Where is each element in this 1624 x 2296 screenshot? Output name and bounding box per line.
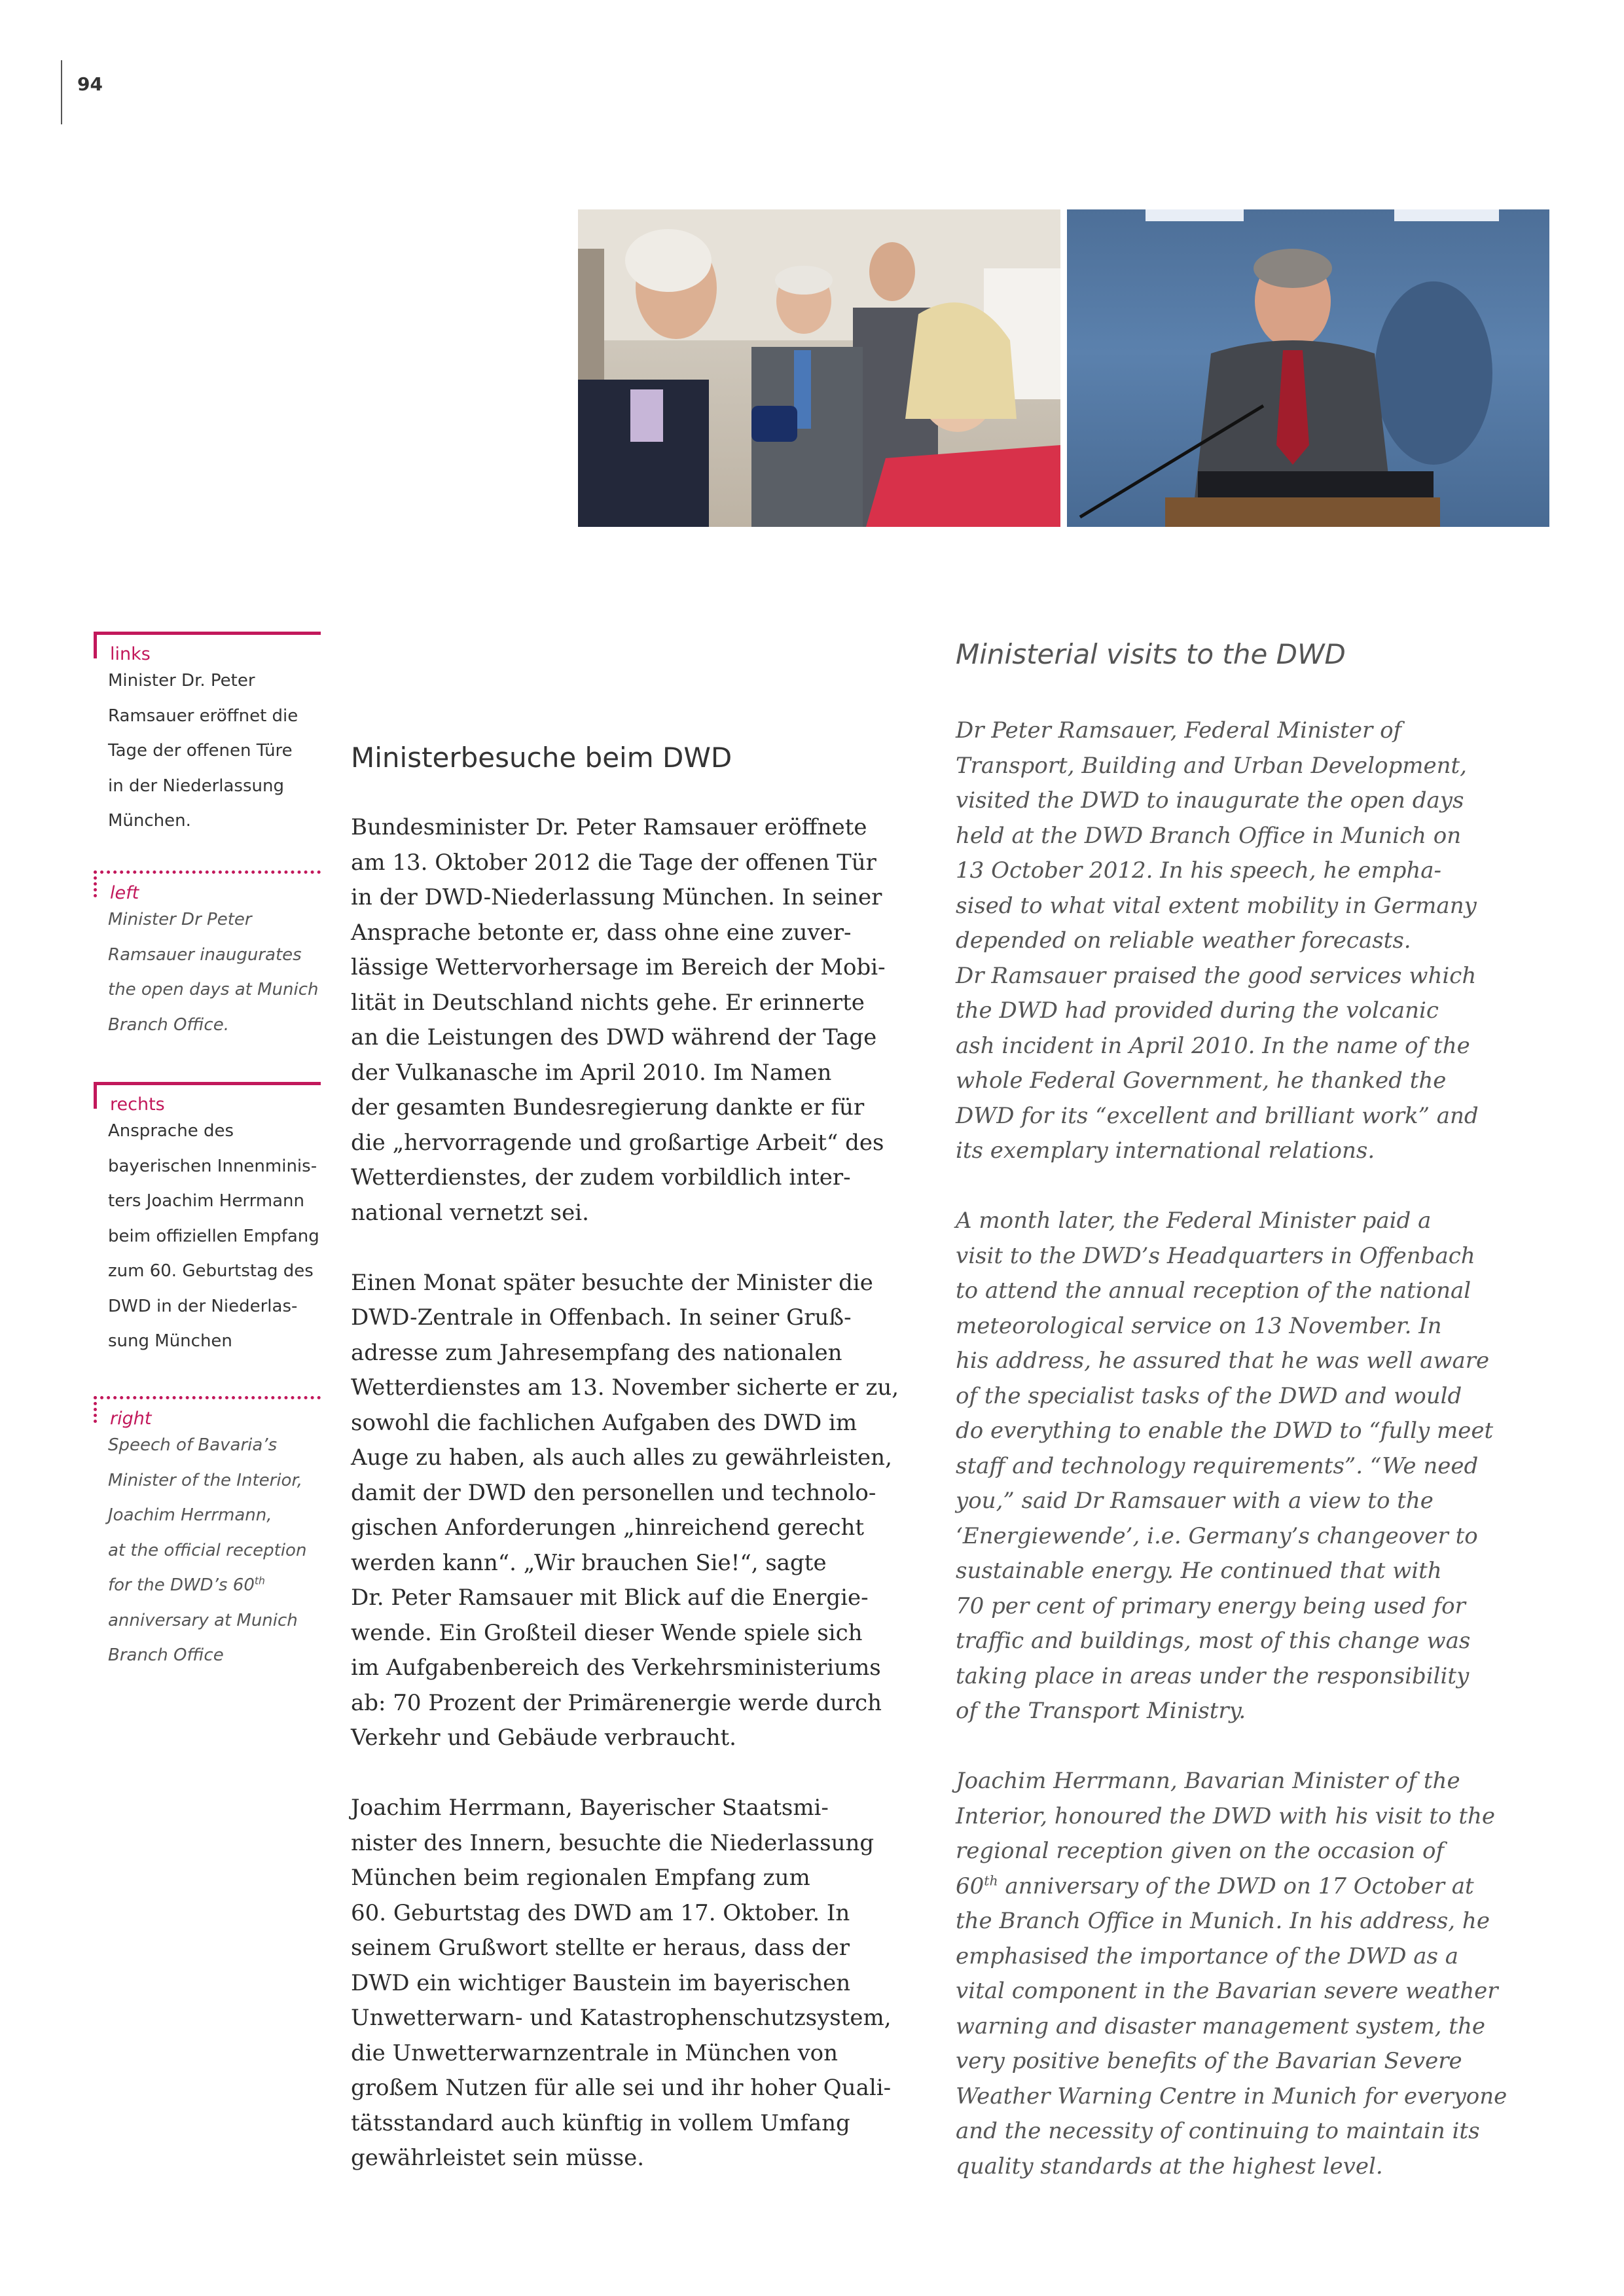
caption-text-rechts: Ansprache des bayerischen Innenminis- ters Joachim Herrmann beim offiziellen Empfang zum 60. Geburtstag des DWD in der Niederlas- sung München bbox=[108, 1121, 319, 1351]
page-number: 94 bbox=[77, 73, 103, 95]
english-paragraph-3-ordinal: th bbox=[984, 1873, 998, 1889]
caption-text-right bbox=[94, 1428, 321, 1674]
caption-right-marker bbox=[94, 1396, 321, 1429]
photo-herrmann-speech bbox=[1067, 209, 1549, 527]
english-paragraph-1: Dr Peter Ramsauer, Federal Minister of Transport, Building and Urban Development, visited the DWD to inaugurate the open days held at the DWD Branch Office in Munich on 13 October 2012. In his speech, he empha- sised to what vital extent mobility in Germany depended on reliable weather forecasts. Dr Ramsauer praised the good services which the DWD had provided during the volcanic ash incident in April 2010. In the name of the whole Federal Government, he thanked the DWD for its “excellent and brilliant work” and its exemplary international relations. bbox=[956, 717, 1479, 1164]
caption-label-right: right bbox=[110, 1408, 152, 1429]
caption-left-marker bbox=[94, 870, 321, 903]
english-paragraph-3-part1: Joachim Herrmann, Bavarian Minister of the Interior, honoured the DWD with his visit to the regional reception given on the occasion of 60 bbox=[956, 1768, 1496, 1899]
caption-right-text-part2: anniversary at Munich Branch Office bbox=[108, 1610, 298, 1665]
caption-text-left: Minister Dr Peter Ramsauer inaugurates the open days at Munich Branch Office. bbox=[108, 910, 319, 1035]
photo-ramsauer-interview bbox=[578, 209, 1060, 527]
english-paragraph-3 bbox=[956, 1764, 1545, 2184]
caption-label-links: links bbox=[110, 644, 151, 664]
caption-right-text-part1: Speech of Bavaria’s Minister of the Interior, Joachim Herrmann, at the official reception for the DWD’s 60 bbox=[108, 1435, 307, 1595]
english-heading: Ministerial visits to the DWD bbox=[956, 638, 1346, 670]
caption-links-marker bbox=[94, 632, 321, 664]
german-paragraph-2: Einen Monat später besuchte der Minister die DWD-Zentrale in Offenbach. In seiner Gruß- adresse zum Jahresempfang des nationalen Wetterdienstes am 13. November sicherte er zu, sowohl die fachlichen Aufgaben des DWD im Auge zu haben, als auch alles zu gewährleisten, damit der DWD den personellen und technolo- gischen Anforderungen „hinreichend gerecht werden kann“. „Wir brauchen Sie!“, sagte Dr. Peter Ramsauer mit Blick auf die Energie- wende. Ein Großteil dieser Wende spiele sich im Aufgabenbereich des Verkehrsministeriums ab: 70 Prozent der Primärenergie werde durch Verkehr und Gebäude verbraucht. bbox=[351, 1269, 899, 1751]
caption-text-links: Minister Dr. Peter Ramsauer eröffnet die Tage der offenen Türe in der Niederlassung München. bbox=[108, 671, 298, 831]
caption-label-left: left bbox=[110, 883, 139, 903]
german-paragraph-1: Bundesminister Dr. Peter Ramsauer eröffnete am 13. Oktober 2012 die Tage der offenen Tür in der DWD-Niederlassung München. In seiner Ansprache betonte er, dass ohne eine zuver- lässige Wettervorhersage im Bereich der Mobi- lität in Deutschland nichts gehe. Er erinnerte an die Leistungen des DWD während der Tage der Vulkanasche im April 2010. Im Namen der gesamten Bundesregierung dankte er für die „hervorragende und großartige Arbeit“ des Wetterdienstes, der zudem vorbildlich inter- national vernetzt sei. bbox=[351, 814, 886, 1226]
photo-herrmann-speech-image bbox=[1067, 209, 1549, 527]
german-heading: Ministerbesuche beim DWD bbox=[351, 742, 732, 774]
german-paragraph-3: Joachim Herrmann, Bayerischer Staatsmi- nister des Innern, besuchte die Niederlassung München beim regionalen Empfang zum 60. Geburtstag des DWD am 17. Oktober. In seinem Grußwort stellte er heraus, dass der DWD ein wichtiger Baustein im bayerischen Unwetterwarn- und Katastrophenschutzsystem, die Unwetterwarnzentrale in München von großem Nutzen für alle sei und ihr hoher Quali- tätsstandard auch künftig in vollem Umfang gewährleistet sein müsse. bbox=[351, 1795, 892, 2171]
caption-label-rechts: rechts bbox=[110, 1094, 165, 1115]
caption-right bbox=[94, 1396, 321, 1674]
caption-rechts bbox=[94, 1082, 321, 1359]
caption-rechts-marker bbox=[94, 1082, 321, 1115]
photo-ramsauer-interview-image bbox=[578, 209, 1060, 527]
english-paragraph-3-part2: anniversary of the DWD on 17 October at the Branch Office in Munich. In his address, he emphasised the importance of the DWD as a vital component in the Bavarian severe weather warning and disaster management system, the very positive benefits of the Bavarian Severe Weather Warning Centre in Munich for everyone and the necessity of continuing to maintain its quality standards at the highest level. bbox=[956, 1873, 1507, 2179]
caption-links bbox=[94, 632, 321, 839]
caption-right-ordinal: th bbox=[254, 1575, 265, 1587]
page-margin-rule bbox=[61, 60, 62, 124]
english-paragraph-2: A month later, the Federal Minister paid a visit to the DWD’s Headquarters in Offenbach to attend the annual reception of the national meteorological service on 13 November. In his address, he assured that he was well aware of the specialist tasks of the DWD and would do everything to enable the DWD to “fully meet staff and technology requirements”. “We need you,” said Dr Ramsauer with a view to the ‘Energiewende’, i.e. Germany’s changeover to sustainable energy. He continued that with 70 per cent of primary energy being used for traffic and buildings, most of this change was taking place in areas under the responsibility of the Transport Ministry. bbox=[956, 1208, 1494, 1724]
german-article bbox=[351, 738, 927, 2211]
caption-left bbox=[94, 870, 321, 1043]
english-article bbox=[956, 635, 1545, 2219]
